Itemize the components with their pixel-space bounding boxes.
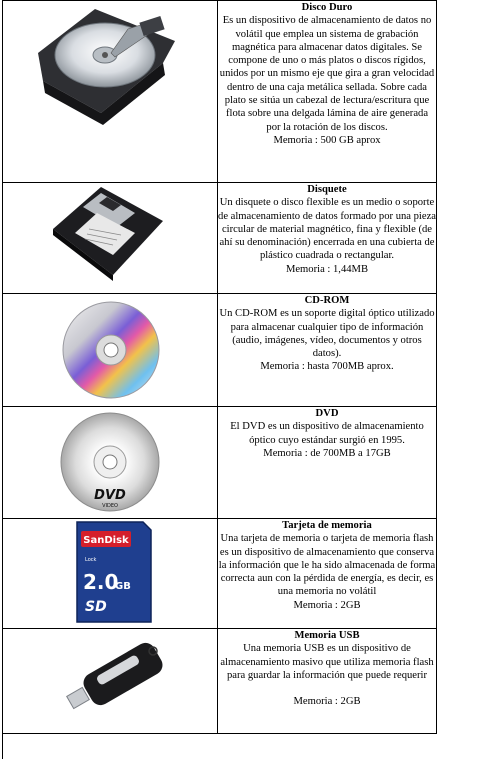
- device-title: Tarjeta de memoria: [282, 520, 372, 531]
- device-description: Un disquete o disco flexible es un medio o soporte de almacenamiento de datos formado por una pieza circular de material magnético, fina y flexible (de ahí su denominación) encerrada en una cubierta de plástico cuadrada o rectangular.: [218, 197, 436, 262]
- device-memory: Memoria : de 700MB a 17GB: [263, 447, 391, 459]
- device-memory: Memoria : 2GB: [293, 696, 361, 708]
- device-description: Es un dispositivo de almacenamiento de datos no volátil que emplea un sistema de grabación magnética para almacenar datos digitales. Se compone de uno o más platos o discos rígidos, unidos por un mismo eje que gira a gran velocidad dentro de una caja metálica sellada. Sobre cada plato se sitúa un cabezal de lectura/escritura que flota sobre una delgada lámina de aire generada por la rotación de los discos.: [219, 15, 435, 133]
- table-row: [3, 294, 437, 407]
- dvd-logo-text: DVD: [94, 488, 126, 503]
- table-row: [3, 183, 437, 294]
- table-row: [3, 629, 437, 734]
- device-title: Disquete: [307, 184, 347, 195]
- image-cell: [3, 183, 218, 294]
- device-memory: Memoria : 500 GB aprox: [273, 134, 381, 146]
- card-unit: GB: [115, 581, 131, 592]
- hard-disk-icon: [3, 1, 217, 181]
- usb-drive-icon: [3, 629, 217, 733]
- sd-card-icon: [3, 519, 217, 628]
- table-row: [3, 1, 437, 183]
- image-cell: [3, 407, 218, 519]
- dvd-icon: [3, 407, 217, 518]
- device-memory: Memoria : 1,44MB: [285, 263, 369, 275]
- floppy-disk-icon: [3, 183, 217, 293]
- storage-devices-table: [2, 0, 437, 734]
- card-sd-logo: SD: [85, 599, 107, 615]
- image-cell: [3, 294, 218, 407]
- description-cell: [218, 519, 437, 629]
- device-description: Una tarjeta de memoria o tarjeta de memoria flash es un dispositivo de almacenamiento que conserva la información que le ha sido almacenada de forma correcta aun con la pérdida de energía, es decir, es una memoria no volátil: [218, 533, 436, 598]
- description-cell: [218, 294, 437, 407]
- device-description: El DVD es un dispositivo de almacenamiento óptico cuyo estándar surgió en 1995.: [230, 421, 424, 446]
- device-title: CD-ROM: [304, 295, 350, 306]
- description-cell: [218, 407, 437, 519]
- description-cell: [218, 629, 437, 734]
- image-cell: [3, 1, 218, 183]
- card-capacity: 2.0: [83, 570, 119, 594]
- card-brand: SanDisk: [83, 535, 129, 546]
- description-cell: [218, 1, 437, 183]
- device-title: Disco Duro: [301, 2, 353, 13]
- card-lock-label: Lock: [85, 557, 97, 563]
- description-cell: [218, 183, 437, 294]
- device-description: Un CD-ROM es un soporte digital óptico utilizado para almacenar cualquier tipo de información (audio, imágenes, vídeo, documentos y otros datos).: [219, 308, 435, 360]
- dvd-logo-subtext: VIDEO: [102, 503, 118, 509]
- table-border-stub: [2, 733, 3, 759]
- image-cell: [3, 519, 218, 629]
- table-row: [3, 407, 437, 519]
- device-description: Una memoria USB es un dispositivo de almacenamiento masivo que utiliza memoria flash para guardar la información que puede requerir: [220, 643, 434, 681]
- device-title: DVD: [315, 408, 339, 419]
- device-title: Memoria USB: [294, 630, 360, 641]
- image-cell: [3, 629, 218, 734]
- cd-rom-icon: [3, 294, 217, 406]
- device-memory: Memoria : 2GB: [293, 599, 361, 611]
- device-memory: Memoria : hasta 700MB aprox.: [260, 361, 394, 373]
- table-row: [3, 519, 437, 629]
